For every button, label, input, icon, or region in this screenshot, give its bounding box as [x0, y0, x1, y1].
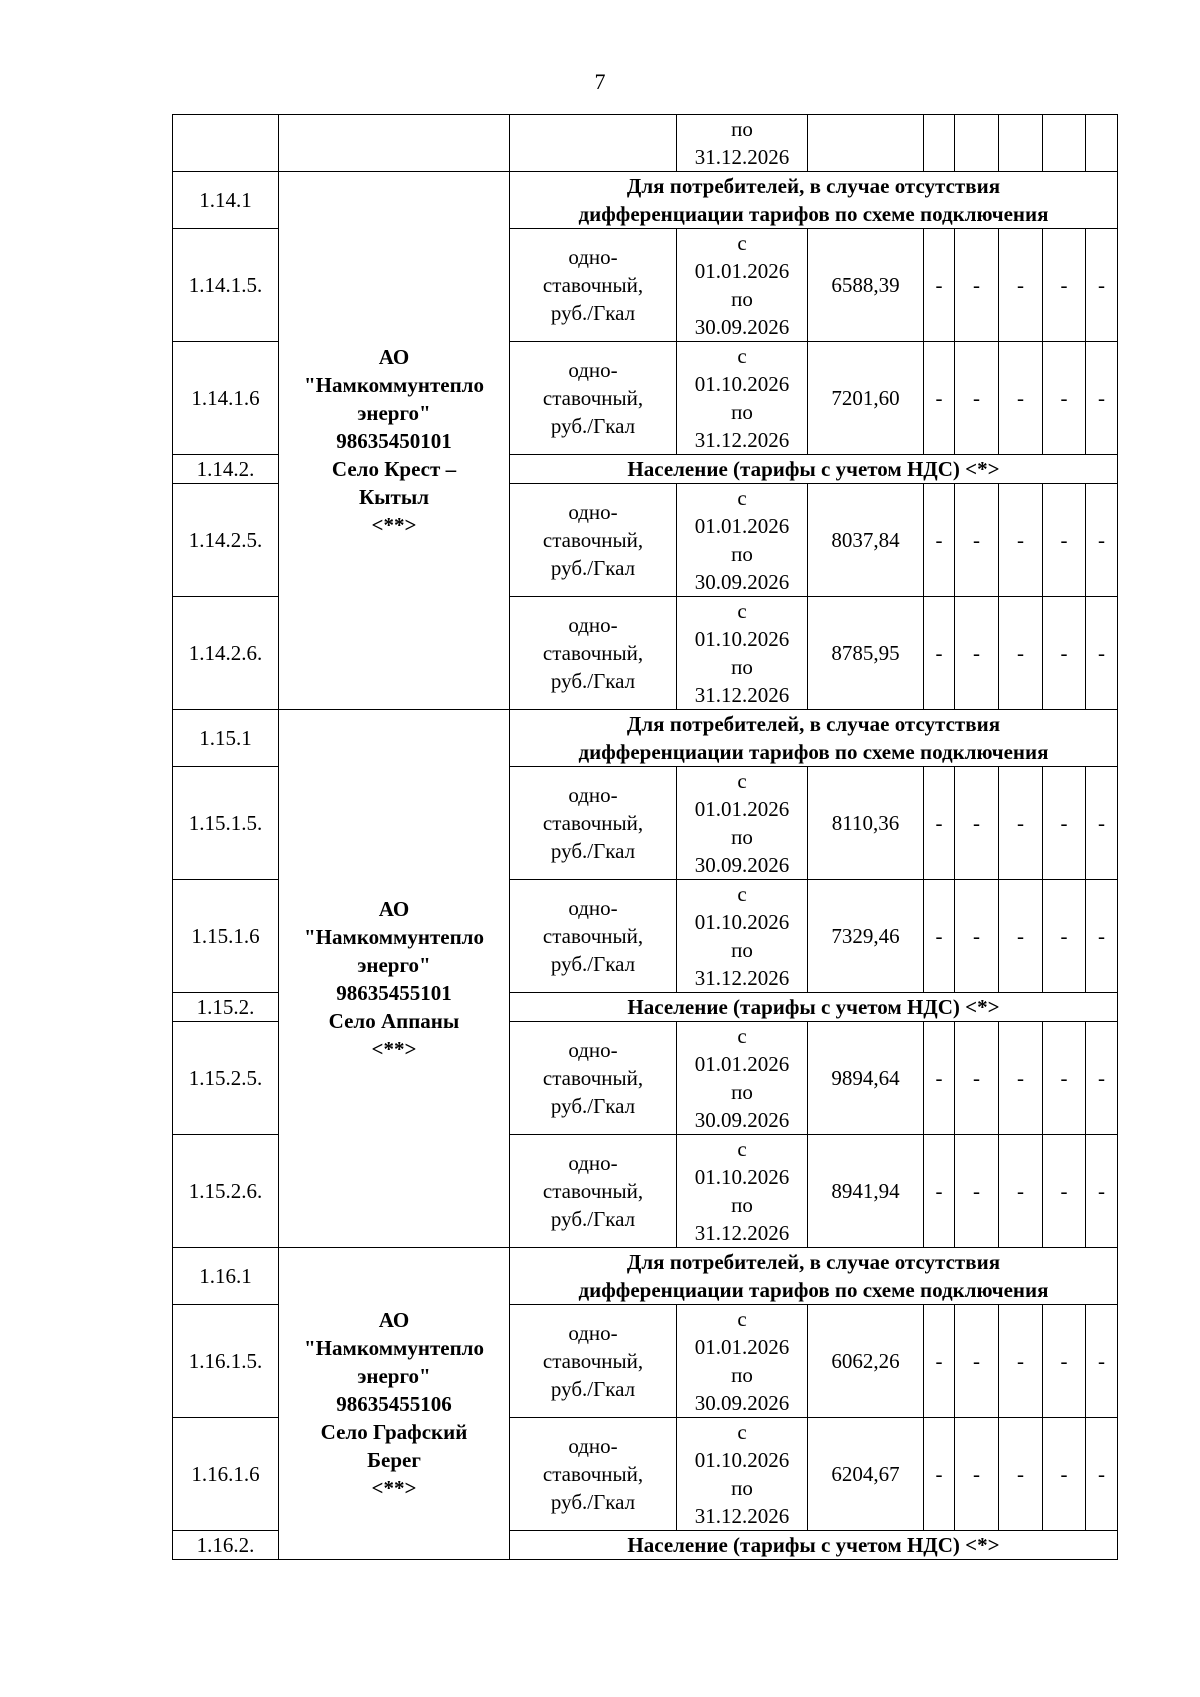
period-cell-line: 01.01.2026	[694, 797, 790, 821]
period-cell-line: 01.10.2026	[694, 627, 790, 651]
period-cell-line: 01.01.2026	[694, 1335, 790, 1359]
organization-cell-line: энерго"	[357, 400, 431, 425]
rate-type-cell-line: руб./Гкал	[550, 669, 636, 693]
period-cell-line: 30.09.2026	[694, 1391, 790, 1415]
organization-cell-line: Кытыл	[358, 484, 430, 509]
empty-value-dash: -	[1043, 1022, 1086, 1135]
row-number: 1.15.2.6.	[173, 1135, 279, 1248]
empty-value-dash: -	[924, 229, 955, 342]
empty-value-dash: -	[924, 1418, 955, 1531]
organization-cell-line: "Намкоммунтепло	[304, 1335, 484, 1360]
empty-value-dash: -	[999, 767, 1043, 880]
period-cell-line: с	[737, 1137, 747, 1161]
empty-value-dash: -	[999, 597, 1043, 710]
organization-cell-line: Село Графский	[320, 1419, 468, 1444]
rate-type-cell-line: ставочный,	[542, 1349, 644, 1373]
empty-value-dash: -	[1086, 1135, 1118, 1248]
empty-value-dash: -	[1043, 767, 1086, 880]
section-header-line: Население (тарифы с учетом НДС) <*>	[627, 1533, 1000, 1557]
period-cell	[677, 229, 808, 342]
rate-type-cell-line: одно-	[568, 1321, 618, 1345]
organization-cell	[279, 710, 510, 1248]
period-cell-line: по	[731, 542, 753, 566]
rate-type-cell-line: одно-	[568, 613, 618, 637]
period-cell-line: с	[737, 344, 747, 368]
period-cell-line: 30.09.2026	[694, 853, 790, 877]
period-cell-line: 31.12.2026	[694, 145, 790, 169]
rate-type-cell-line: ставочный,	[542, 273, 644, 297]
row-number: 1.14.2.6.	[173, 597, 279, 710]
empty-value-dash: -	[955, 229, 999, 342]
rate-type-cell	[510, 880, 677, 993]
rate-type-cell	[510, 1022, 677, 1135]
period-cell-line: 30.09.2026	[694, 570, 790, 594]
period-cell-line: с	[737, 769, 747, 793]
empty-cell	[808, 115, 924, 172]
rate-type-cell-line: одно-	[568, 783, 618, 807]
period-cell-line: 31.12.2026	[694, 1221, 790, 1245]
rate-type-cell-line: одно-	[568, 896, 618, 920]
section-header	[510, 710, 1118, 767]
rate-type-cell-line: руб./Гкал	[550, 301, 636, 325]
period-cell-line: по	[731, 1476, 753, 1500]
period-cell-line: по	[731, 1363, 753, 1387]
rate-type-cell	[510, 1135, 677, 1248]
organization-cell-line: 98635455106	[336, 1391, 452, 1416]
period-cell-line: 01.10.2026	[694, 910, 790, 934]
empty-value-dash: -	[999, 1418, 1043, 1531]
row-number: 1.15.1.5.	[173, 767, 279, 880]
organization-cell-line: энерго"	[357, 1363, 431, 1388]
tariff-value: 8037,84	[808, 484, 924, 597]
organization-cell-line: <**>	[371, 1475, 417, 1500]
organization-cell-line: АО	[378, 344, 410, 369]
row-number: 1.16.2.	[173, 1531, 279, 1560]
period-cell-line: 31.12.2026	[694, 683, 790, 707]
empty-value-dash: -	[999, 484, 1043, 597]
period-cell	[677, 1305, 808, 1418]
rate-type-cell	[510, 484, 677, 597]
empty-value-dash: -	[1043, 880, 1086, 993]
organization-cell-line: Село Аппаны	[328, 1008, 460, 1033]
section-row	[173, 710, 1118, 767]
period-cell-line: с	[737, 599, 747, 623]
period-cell-line: по	[731, 287, 753, 311]
period-cell	[677, 597, 808, 710]
empty-value-dash: -	[924, 767, 955, 880]
period-cell-line: 30.09.2026	[694, 1108, 790, 1132]
empty-cell	[1086, 115, 1118, 172]
rate-type-cell-line: ставочный,	[542, 811, 644, 835]
tariff-value: 9894,64	[808, 1022, 924, 1135]
empty-value-dash: -	[1086, 1418, 1118, 1531]
empty-cell	[173, 115, 279, 172]
organization-cell-line: АО	[378, 896, 410, 921]
section-header-line: дифференциации тарифов по схеме подключения	[578, 202, 1049, 226]
row-number: 1.14.2.	[173, 455, 279, 484]
section-header	[510, 172, 1118, 229]
rate-type-cell-line: руб./Гкал	[550, 1094, 636, 1118]
rate-type-cell	[510, 1418, 677, 1531]
empty-value-dash: -	[955, 1418, 999, 1531]
empty-value-dash: -	[924, 1022, 955, 1135]
period-cell-line: 01.10.2026	[694, 1448, 790, 1472]
row-number: 1.14.1.5.	[173, 229, 279, 342]
rate-type-cell	[510, 342, 677, 455]
section-header-line: Для потребителей, в случае отсутствия	[626, 1250, 1001, 1274]
rate-type-cell-line: руб./Гкал	[550, 1490, 636, 1514]
section-row	[173, 1248, 1118, 1305]
period-cell-line: 31.12.2026	[694, 1504, 790, 1528]
rate-type-cell-line: руб./Гкал	[550, 839, 636, 863]
empty-cell	[1043, 115, 1086, 172]
empty-cell	[999, 115, 1043, 172]
rate-type-cell-line: руб./Гкал	[550, 1207, 636, 1231]
period-cell-line: по	[731, 1080, 753, 1104]
empty-value-dash: -	[999, 1305, 1043, 1418]
empty-cell	[955, 115, 999, 172]
section-header	[510, 1531, 1118, 1560]
row-number: 1.16.1	[173, 1248, 279, 1305]
period-cell-line: по	[731, 1193, 753, 1217]
rate-type-cell-line: ставочный,	[542, 1179, 644, 1203]
period-cell-line: по	[731, 655, 753, 679]
rate-type-cell-line: руб./Гкал	[550, 952, 636, 976]
period-cell-line: с	[737, 1307, 747, 1331]
period-cell	[677, 342, 808, 455]
period-cell-line: 01.10.2026	[694, 1165, 790, 1189]
period-cell-line: 01.01.2026	[694, 514, 790, 538]
tariff-value: 7329,46	[808, 880, 924, 993]
empty-value-dash: -	[999, 229, 1043, 342]
empty-cell	[924, 115, 955, 172]
row-number: 1.16.1.6	[173, 1418, 279, 1531]
organization-cell-line: энерго"	[357, 952, 431, 977]
empty-value-dash: -	[955, 1022, 999, 1135]
rate-type-cell-line: ставочный,	[542, 1066, 644, 1090]
row-number: 1.15.2.5.	[173, 1022, 279, 1135]
tariff-value: 8110,36	[808, 767, 924, 880]
page-number: 7	[594, 69, 606, 94]
row-number: 1.15.1.6	[173, 880, 279, 993]
table-row	[173, 115, 1118, 172]
period-cell	[677, 1135, 808, 1248]
empty-value-dash: -	[1086, 342, 1118, 455]
row-number: 1.14.1	[173, 172, 279, 229]
period-cell-line: 01.01.2026	[694, 259, 790, 283]
empty-value-dash: -	[999, 880, 1043, 993]
organization-cell-line: АО	[378, 1307, 410, 1332]
empty-value-dash: -	[955, 1305, 999, 1418]
rate-type-cell	[510, 597, 677, 710]
empty-value-dash: -	[1043, 1418, 1086, 1531]
period-cell-line: 31.12.2026	[694, 966, 790, 990]
empty-value-dash: -	[924, 880, 955, 993]
rate-type-cell-line: одно-	[568, 1151, 618, 1175]
organization-cell	[279, 1248, 510, 1560]
period-cell-line: по	[731, 117, 753, 141]
section-header	[510, 1248, 1118, 1305]
row-number: 1.16.1.5.	[173, 1305, 279, 1418]
period-cell-line: с	[737, 231, 747, 255]
period-cell-line: 31.12.2026	[694, 428, 790, 452]
period-cell	[677, 1418, 808, 1531]
empty-value-dash: -	[924, 1135, 955, 1248]
empty-value-dash: -	[1086, 597, 1118, 710]
tariff-value: 6204,67	[808, 1418, 924, 1531]
rate-type-cell	[510, 229, 677, 342]
row-number: 1.14.2.5.	[173, 484, 279, 597]
organization-cell-line: "Намкоммунтепло	[304, 372, 484, 397]
empty-value-dash: -	[955, 1135, 999, 1248]
empty-value-dash: -	[999, 1135, 1043, 1248]
rate-type-cell-line: ставочный,	[542, 924, 644, 948]
rate-type-cell-line: одно-	[568, 1038, 618, 1062]
empty-value-dash: -	[924, 342, 955, 455]
empty-value-dash: -	[1086, 880, 1118, 993]
empty-cell	[510, 115, 677, 172]
section-header-line: Население (тарифы с учетом НДС) <*>	[627, 995, 1000, 1019]
tariff-value: 7201,60	[808, 342, 924, 455]
period-cell	[677, 1022, 808, 1135]
period-cell-line: по	[731, 400, 753, 424]
empty-value-dash: -	[924, 484, 955, 597]
period-cell-line: с	[737, 1420, 747, 1444]
organization-cell-line: Село Крест –	[331, 456, 457, 481]
empty-value-dash: -	[1086, 229, 1118, 342]
period-cell-line: с	[737, 486, 747, 510]
rate-type-cell	[510, 767, 677, 880]
section-header	[510, 993, 1118, 1022]
period-cell-line: 30.09.2026	[694, 315, 790, 339]
section-header-line: Население (тарифы с учетом НДС) <*>	[627, 457, 1000, 481]
empty-value-dash: -	[924, 597, 955, 710]
rate-type-cell-line: руб./Гкал	[550, 1377, 636, 1401]
organization-cell-line: <**>	[371, 1036, 417, 1061]
section-header	[510, 455, 1118, 484]
tariff-table	[172, 114, 1118, 1560]
tariff-value: 8941,94	[808, 1135, 924, 1248]
organization-cell-line: <**>	[371, 512, 417, 537]
empty-value-dash: -	[999, 342, 1043, 455]
empty-value-dash: -	[955, 597, 999, 710]
rate-type-cell-line: одно-	[568, 245, 618, 269]
empty-value-dash: -	[1086, 767, 1118, 880]
period-cell-line: по	[731, 825, 753, 849]
empty-value-dash: -	[999, 1022, 1043, 1135]
period-cell-line: 01.01.2026	[694, 1052, 790, 1076]
empty-value-dash: -	[1043, 1135, 1086, 1248]
rate-type-cell-line: ставочный,	[542, 641, 644, 665]
empty-value-dash: -	[1043, 229, 1086, 342]
tariff-value: 6588,39	[808, 229, 924, 342]
tariff-value: 8785,95	[808, 597, 924, 710]
organization-cell	[279, 172, 510, 710]
empty-value-dash: -	[1086, 1305, 1118, 1418]
organization-cell-line: 98635450101	[336, 428, 452, 453]
empty-value-dash: -	[924, 1305, 955, 1418]
empty-value-dash: -	[955, 342, 999, 455]
section-header-line: Для потребителей, в случае отсутствия	[626, 712, 1001, 736]
section-header-line: Для потребителей, в случае отсутствия	[626, 174, 1001, 198]
period-cell	[677, 484, 808, 597]
period-cell-line: с	[737, 1024, 747, 1048]
rate-type-cell-line: одно-	[568, 1434, 618, 1458]
rate-type-cell-line: руб./Гкал	[550, 556, 636, 580]
organization-cell-line: "Намкоммунтепло	[304, 924, 484, 949]
rate-type-cell-line: одно-	[568, 358, 618, 382]
empty-value-dash: -	[955, 484, 999, 597]
row-number: 1.15.1	[173, 710, 279, 767]
row-number: 1.14.1.6	[173, 342, 279, 455]
rate-type-cell-line: руб./Гкал	[550, 414, 636, 438]
empty-value-dash: -	[1043, 597, 1086, 710]
empty-cell	[279, 115, 510, 172]
section-header-line: дифференциации тарифов по схеме подключения	[578, 1278, 1049, 1302]
empty-value-dash: -	[1043, 342, 1086, 455]
empty-value-dash: -	[1086, 484, 1118, 597]
empty-value-dash: -	[955, 767, 999, 880]
organization-cell-line: 98635455101	[336, 980, 452, 1005]
rate-type-cell-line: ставочный,	[542, 528, 644, 552]
period-cell-line: 01.10.2026	[694, 372, 790, 396]
empty-value-dash: -	[955, 880, 999, 993]
rate-type-cell	[510, 1305, 677, 1418]
empty-value-dash: -	[1043, 1305, 1086, 1418]
period-cell	[677, 115, 808, 172]
section-row	[173, 172, 1118, 229]
tariff-value: 6062,26	[808, 1305, 924, 1418]
rate-type-cell-line: ставочный,	[542, 386, 644, 410]
period-cell	[677, 767, 808, 880]
section-header-line: дифференциации тарифов по схеме подключения	[578, 740, 1049, 764]
empty-value-dash: -	[1043, 484, 1086, 597]
rate-type-cell-line: одно-	[568, 500, 618, 524]
organization-cell-line: Берег	[367, 1447, 421, 1472]
row-number: 1.15.2.	[173, 993, 279, 1022]
period-cell	[677, 880, 808, 993]
rate-type-cell-line: ставочный,	[542, 1462, 644, 1486]
empty-value-dash: -	[1086, 1022, 1118, 1135]
period-cell-line: по	[731, 938, 753, 962]
period-cell-line: с	[737, 882, 747, 906]
